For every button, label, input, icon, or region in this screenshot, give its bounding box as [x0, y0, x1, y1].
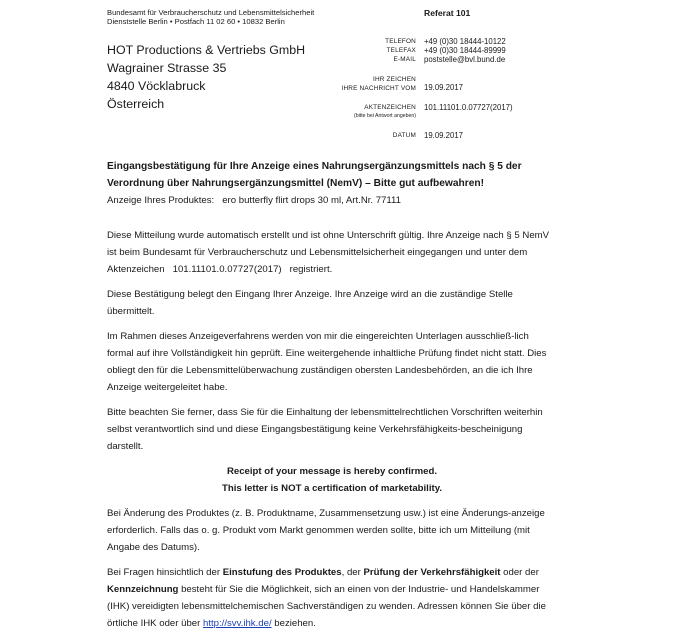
- sender-line-2: Dienststelle Berlin • Postfach 11 02 60 • 10832 Berlin: [107, 17, 285, 26]
- paragraph-3: Im Rahmen dieses Anzeigeverfahrens werden von mir die eingereichten Unterlagen ausschließ-lich formal auf ihre Vollständigkeit hin geprüft. Eine weitergehende inhaltliche Prüfung findet nicht statt. Dies obliegt den für die Lebensmittelüberwachung zuständigen obersten Landesbehörden, an die ich Ihre Anzeige weitergeleitet habe.: [107, 331, 547, 393]
- telefon-value: +49 (0)30 18444-10122: [424, 37, 506, 46]
- paragraph-6-text-a: Bei Fragen hinsichtlich der: [107, 567, 221, 578]
- nachricht-label: IHRE NACHRICHT VOM: [341, 85, 416, 92]
- letter-title: Eingangsbestätigung für Ihre Anzeige eines Nahrungsergänzungsmittels nach § 5 der Verordnung über Nahrungsergänzungsmittel (NemV) – Bitte gut aufbewahren!: [107, 161, 522, 189]
- english-notice-1: Receipt of your message is hereby confirmed.: [226, 466, 438, 477]
- paragraph-6-text-c: , der: [341, 567, 361, 578]
- aktenzeichen-label: AKTENZEICHEN: [364, 104, 416, 111]
- datum-value: 19.09.2017: [424, 131, 464, 140]
- aktenzeichen-value: 101.11101.0.07727(2017): [424, 103, 513, 112]
- product-name: ero butterfly flirt drops 30 ml, Art.Nr. 77111: [222, 195, 402, 206]
- product-line: [107, 192, 557, 209]
- referat-label: Referat 101: [424, 8, 471, 18]
- paragraph-2: Diese Bestätigung belegt den Eingang Ihrer Anzeige. Ihre Anzeige wird an die zuständige Stelle übermittelt.: [107, 289, 513, 317]
- paragraph-6-bold-3: Kennzeichnung: [107, 584, 179, 595]
- aktenzeichen-note: (bitte bei Antwort angeben): [353, 113, 416, 119]
- paragraph-5: Bei Änderung des Produktes (z. B. Produktname, Zusammensetzung usw.) ist eine Änderungs-anzeige erforderlich. Falls das o. g. Produkt vom Markt genommen werden sollte, bitte ich um Mitteilung (mit Angabe des Datums).: [107, 508, 545, 553]
- paragraph-6-bold-2: Prüfung der Verkehrsfähigkeit: [363, 567, 501, 578]
- ihk-link[interactable]: http://svv.ihk.de/: [203, 618, 272, 629]
- ihr-zeichen-label: IHR ZEICHEN: [372, 76, 416, 83]
- paragraph-6-text-f: beziehen.: [274, 618, 316, 629]
- datum-label: DATUM: [392, 132, 416, 139]
- telefon-label: TELEFON: [385, 38, 416, 45]
- sender-line-1: Bundesamt für Verbraucherschutz und Lebensmittelsicherheit: [107, 8, 315, 17]
- product-label: Anzeige Ihres Produktes:: [107, 195, 215, 206]
- email-value[interactable]: poststelle@bvl.bund.de: [424, 55, 506, 64]
- paragraph-1: [107, 227, 557, 278]
- telefax-value: +49 (0)30 18444-89999: [424, 46, 506, 55]
- telefax-label: TELEFAX: [386, 47, 416, 54]
- paragraph-6-text-d: oder der: [503, 567, 539, 578]
- paragraph-6-bold-1: Einstufung des Produktes: [222, 567, 342, 578]
- paragraph-1-aktenzeichen: 101.11101.0.07727(2017): [172, 264, 282, 275]
- paragraph-6: [107, 564, 557, 632]
- nachricht-value: 19.09.2017: [424, 83, 464, 92]
- letter-body: [107, 158, 557, 632]
- email-label: E-MAIL: [393, 56, 416, 63]
- sender-address: [107, 8, 314, 26]
- english-notice-2: This letter is NOT a certification of marketability.: [222, 483, 442, 494]
- recipient-city: 4840 Vöcklabruck: [107, 79, 206, 93]
- recipient-company: HOT Productions & Vertriebs GmbH: [107, 43, 306, 57]
- paragraph-1-text-a: Diese Mitteilung wurde automatisch erstellt und ist ohne Unterschrift gültig. Ihre Anzeige nach § 5 NemV ist beim Bundesamt für Verbraucherschutz und Lebensmittelsicherheit eingegangen und unter dem Aktenzeichen: [107, 230, 550, 275]
- recipient-country: Österreich: [107, 97, 165, 111]
- paragraph-4: Bitte beachten Sie ferner, dass Sie für die Einhaltung der lebensmittelrechtlichen Vorschriften weiterhin selbst verantwortlich sind und diese Eingangsbestätigung keine Verkehrsfähigkeits-bescheinigung darstellt.: [107, 407, 543, 452]
- paragraph-1-text-b: registriert.: [289, 264, 333, 275]
- paragraph-6-text-e: besteht für Sie die Möglichkeit, sich an einen von der Industrie- und Handelskammer (IHK) vereidigten lebensmittelchemischen Sachverständigen zu wenden. Adressen können Sie über die örtliche IHK oder über: [107, 584, 546, 629]
- recipient-street: Wagrainer Strasse 35: [107, 61, 227, 75]
